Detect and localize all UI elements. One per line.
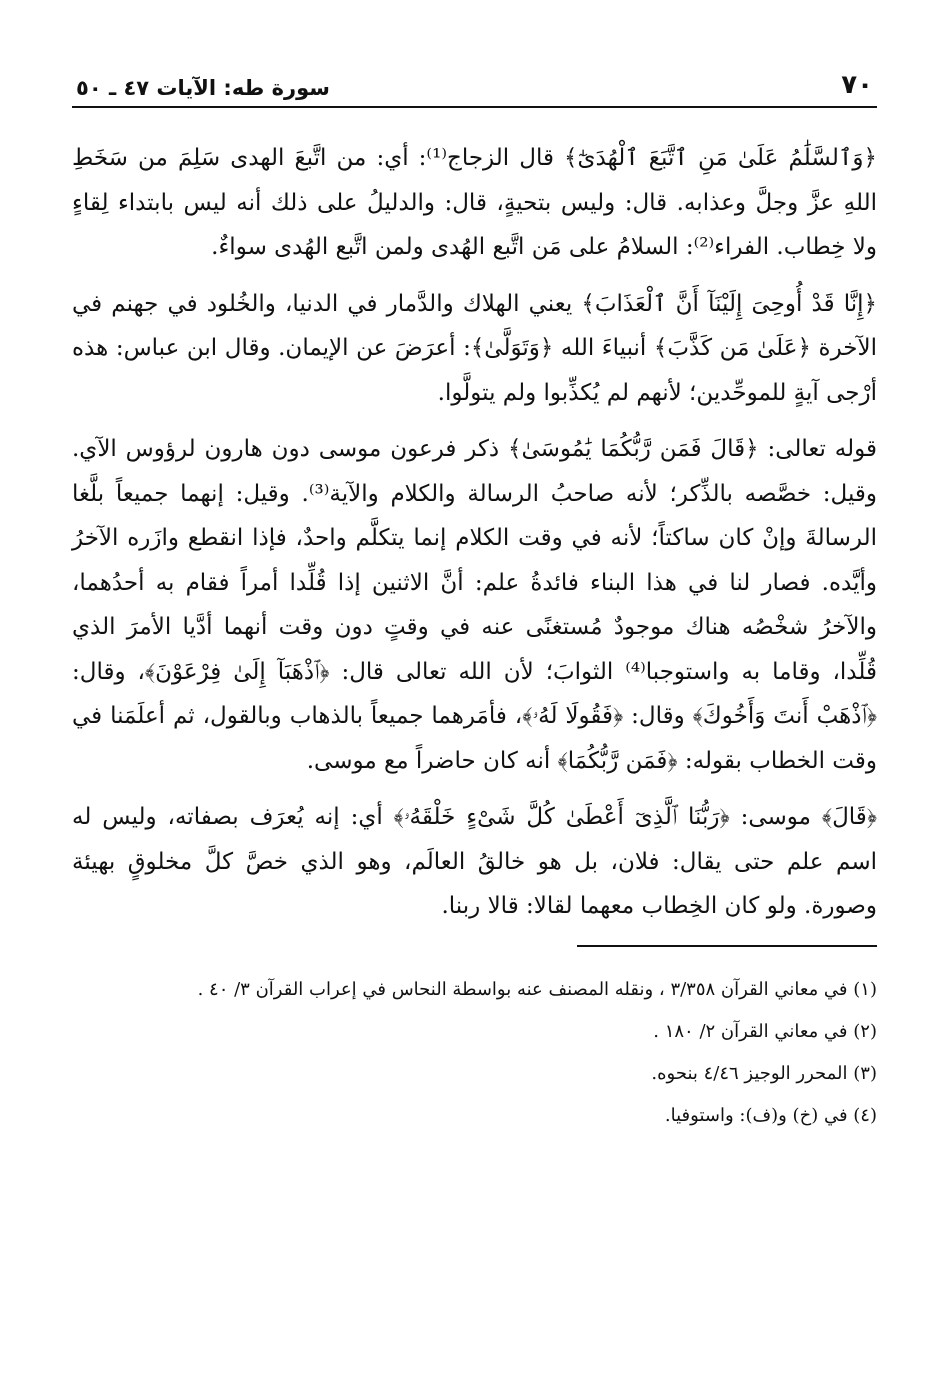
paragraph: قوله تعالى: ﴿قَالَ فَمَن رَّبُّكُمَا يَٰمُوسَىٰ﴾ ذكر فرعون موسى دون هارون لرؤوس الآي. وقيل: خصَّصه بالذِّكر؛ لأنه صاحبُ الرسالة والكلام والآية⁽³⁾. وقيل: إنهما جميعاً بلَّغا الرسالةَ وإنْ كان ساكتاً؛ لأنه في وقت الكلام إنما يتكلَّم واحدٌ، فإذا انقطع وازَره الآخرُ وأيَّده. فصار لنا في هذا البناء فائدةُ علم: أنَّ الاثنين إذا قُلِّدا أمراً فقام به أحدُهما، والآخرُ شخْصُه هناك موجودٌ مُستغنًى عنه في وقتٍ دون وقت أنهما أدَّيا الأمرَ الذي قُلِّدا، وقاما به واستوجبا⁽⁴⁾ الثوابَ؛ لأن الله تعالى قال: ﴿ٱذْهَبَآ إِلَىٰ فِرْعَوْنَ﴾، وقال: ﴿ٱذْهَبْ أَنتَ وَأَخُوكَ﴾ وقال: ﴿فَقُولَا لَهُۥ﴾، فأمَرهما جميعاً بالذهاب وبالقول، ثم أعلَمَنا في وقت الخطاب بقوله: ﴿فَمَن رَّبُّكُمَا﴾ أنه كان حاضراً مع موسى. xyxy=(72,436,877,774)
footnotes xyxy=(72,969,877,1137)
running-title: سورة طه: الآيات ٤٧ ـ ٥٠ xyxy=(76,76,330,100)
footnote-divider xyxy=(577,945,877,947)
paragraph: ﴿وَٱلسَّلَٰمُ عَلَىٰ مَنِ ٱتَّبَعَ ٱلْهُدَىٰٓ﴾ قال الزجاج⁽¹⁾: أي: من اتَّبعَ الهدى سَلِمَ من سَخَطِ اللهِ عزَّ وجلَّ وعذابه. قال: وليس بتحيةٍ، قال: والدليلُ على ذلك أنه ليس بابتداء لِقاءٍ ولا خِطاب. الفراء⁽²⁾: السلامُ على مَن اتَّبع الهُدى ولمن اتَّبع الهُدى سواءٌ. xyxy=(72,145,877,260)
main-text xyxy=(72,136,877,929)
footnote: (٤) في (خ) و(ف): واستوفيا. xyxy=(664,1104,877,1126)
page-header xyxy=(72,60,877,108)
footnote: (٢) في معاني القرآن ٢/ ١٨٠ . xyxy=(653,1020,877,1042)
book-page xyxy=(72,60,877,1137)
footnote: (١) في معاني القرآن ٣/٣٥٨ ، ونقله المصنف عنه بواسطة النحاس في إعراب القرآن ٣/ ٤٠ . xyxy=(197,978,877,1000)
footnote: (٣) المحرر الوجيز ٤/٤٦ بنحوه. xyxy=(651,1062,877,1084)
page-number: ٧٠ xyxy=(841,70,873,100)
paragraph: ﴿قَالَ﴾ موسى: ﴿رَبُّنَا ٱلَّذِىٓ أَعْطَىٰ كُلَّ شَىْءٍ خَلْقَهُۥ﴾ أي: إنه يُعرَف بصفاته، وليس له اسم علم حتى يقال: فلان، بل هو خالقُ العالَم، وهو الذي خصَّ كلَّ مخلوقٍ بهيئة وصورة. ولو كان الخِطاب معهما لقالا: قالا ربنا. xyxy=(72,804,877,919)
paragraph: ﴿إِنَّا قَدْ أُوحِىَ إِلَيْنَآ أَنَّ ٱلْعَذَابَ﴾ يعني الهلاك والدَّمار في الدنيا، والخُلود في جهنم في الآخرة ﴿عَلَىٰ مَن كَذَّبَ﴾ أنبياءَ الله ﴿وَتَوَلَّىٰ﴾: أعرَضَ عن الإيمان. وقال ابن عباس: هذه أرْجى آيةٍ للموحِّدين؛ لأنهم لم يُكذِّبوا ولم يتولَّوا. xyxy=(72,290,877,406)
